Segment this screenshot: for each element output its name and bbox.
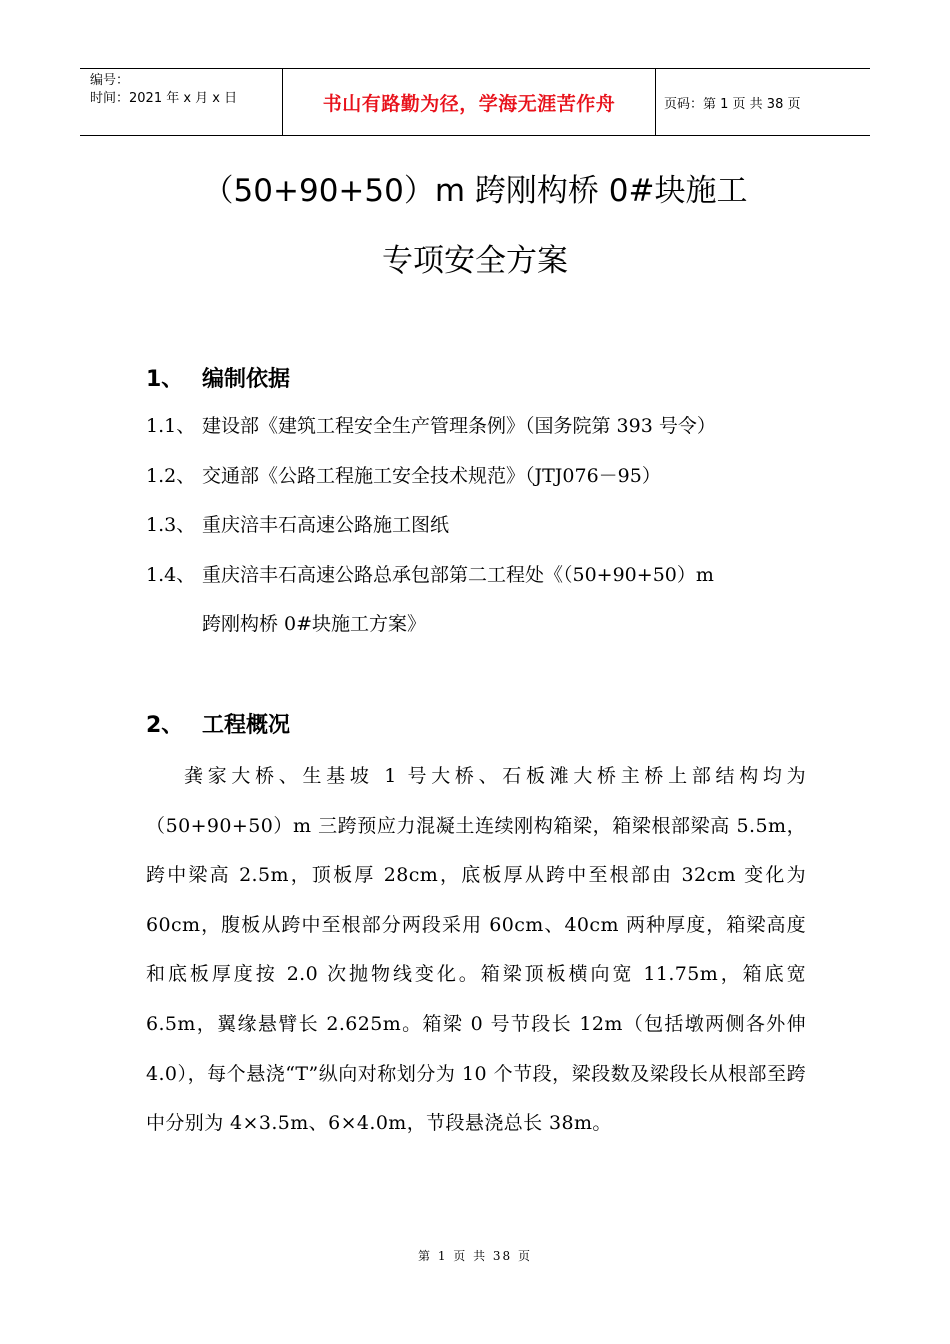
section1-number: 1、 [146, 367, 184, 392]
list-item [146, 560, 714, 587]
list-item-text: 重庆涪丰石高速公路施工图纸 [202, 514, 450, 536]
section1-title: 编制依据 [202, 367, 291, 392]
section2-title: 工程概况 [202, 713, 291, 738]
section2-heading [146, 708, 290, 739]
header-meta [80, 69, 282, 135]
header-page-cell [656, 69, 870, 135]
list-item [146, 411, 716, 438]
header-motto-cell [282, 69, 656, 135]
project-overview-paragraph: 龚家大桥、生基坡 1 号大桥、石板滩大桥主桥上部结构均为（50+90+50）m 三跨预应力混凝土连续刚构箱梁，箱梁根部梁高 5.5m，跨中梁高 2.5m，顶板厚 28cm，底板厚从跨中至根部由 32cm 变化为 60cm，腹板从跨中至根部分两段采用 60cm、40cm 两种厚度，箱梁高度和底板厚度按 2.0 次抛物线变化。箱梁顶板横向宽 11.75m，箱底宽 6.5m，翼缘悬臂长 2.625m。箱梁 0 号节段长 12m（包括墩两侧各外伸 4.0），每个悬浇“T”纵向对称划分为 10 个节段，梁段数及梁段长从根部至跨中分别为 4×3.5m、6×4.0m，节段悬浇总长 38m。 [146, 765, 806, 1135]
list-item-number: 1.1、 [146, 415, 196, 437]
section1-heading [146, 362, 290, 393]
header-page-label: 页码：第 1 页 共 38 页 [664, 96, 801, 112]
list-item-text: 交通部《公路工程施工安全技术规范》（JTJ076－95） [202, 465, 661, 487]
header-time-label: 时间：2021 年 x 月 x 日 [90, 91, 238, 106]
list-item-text: 建设部《建筑工程安全生产管理条例》（国务院第 393 号令） [202, 415, 716, 437]
list-item [146, 510, 449, 537]
list-item-number: 1.4、 [146, 564, 196, 586]
list-item-continuation: 跨刚构桥 0#块施工方案》 [202, 613, 427, 635]
document-title-line1: （50+90+50）m 跨刚构桥 0#块施工 [202, 173, 748, 209]
list-item-number: 1.3、 [146, 514, 196, 536]
list-item [146, 461, 661, 488]
page-footer: 第 1 页 共 38 页 [418, 1249, 532, 1263]
document-header [80, 68, 870, 136]
header-motto: 书山有路勤为径，学海无涯苦作舟 [322, 92, 616, 115]
list-item-number: 1.2、 [146, 465, 196, 487]
document-title-line2: 专项安全方案 [382, 243, 568, 279]
header-number-label: 编号： [90, 73, 130, 88]
list-item-text: 重庆涪丰石高速公路总承包部第二工程处《（50+90+50）m [202, 564, 714, 586]
section2-number: 2、 [146, 713, 184, 738]
